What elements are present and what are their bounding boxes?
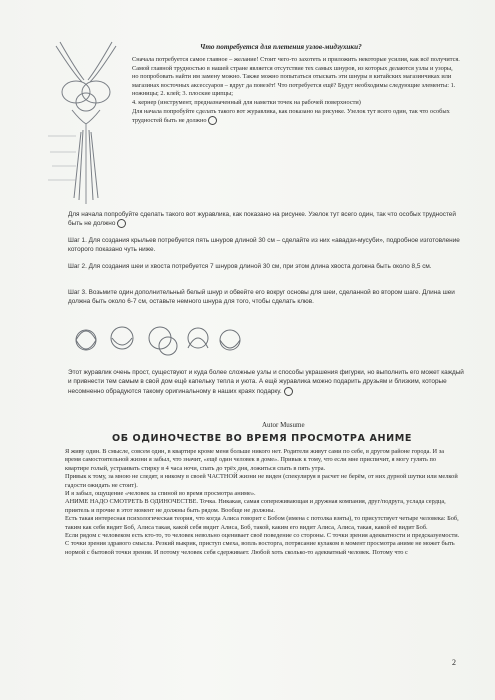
page-number: 2	[452, 658, 456, 667]
closing-paragraph: Этот журавлик очень прост, существуют и куда более сложные узлы и способы украшения фигурки, но выполнить его может каждый и привнести тем самым в свой дом ещё капельку тепла и уюта. А ещё журавлика можно подарить друзьям и близким, которые несомненно обрадуются такому оригинальному в наших краях подарку.	[68, 369, 464, 395]
intro-paragraph	[132, 108, 460, 126]
step-intro	[68, 210, 468, 229]
step-text: Шаг 3. Возьмите один дополнительный белый шнур и обвейте его вокруг основы для шеи, сделанной во втором шаге. Длина шеи должна быть около 6-7 см, оставьте немного шнура для того, чтобы сделать клюв.	[68, 289, 455, 306]
article-body	[65, 448, 461, 557]
closing-text	[68, 368, 468, 396]
step-1	[68, 236, 468, 255]
step-text: Шаг 1. Для создания крыльев потребуется пять шнуров длиной 30 см – сделайте из них «авадзи-мусуби», подробное изготовление которого показано чуть ниже.	[68, 237, 460, 254]
article-paragraph: Привык к тому, за мною не следят, я никому в своей ЧАСТНОЙ жизни не виден (спекулируя в расчет не берём, от них дурной шутки или мелкой гадости ожидать не стоит).	[65, 473, 458, 489]
step-text: Шаг 2. Для создания шеи и хвоста потребуется 7 шнуров длиной 30 см, при этом длина хвоста должна быть около 8,5 см.	[68, 263, 432, 270]
step-text: Для начала попробуйте сделать такого вот журавлика, как показано на рисунке. Узелок тут всего один, так что особых трудностей быть не должно	[68, 211, 456, 228]
intro-text	[132, 56, 460, 126]
author-signature: Autor Musume	[262, 421, 305, 429]
knot-illustration	[46, 40, 126, 208]
crane-knot-illustration	[70, 318, 245, 363]
article-paragraph: И я забыл, ощущение «человек за спиной во время просмотра аниме».	[65, 490, 256, 498]
step-3	[68, 288, 468, 307]
step-2	[68, 262, 468, 271]
intro-paragraph: 4. кернер (инструмент, предназначенный для наметки точек на рабочей поверхности)	[132, 98, 361, 106]
article-title: ОБ ОДИНОЧЕСТВЕ ВО ВРЕМЯ ПРОСМОТРА АНИМЕ	[111, 433, 413, 444]
article-paragraph: АНИМЕ НАДО СМОТРЕТЬ В ОДИНОЧЕСТВЕ. Точка. Никакая, самая сопереживающая и дружная компания, друг/подруга, услада сердца, приятель и прочие в этот момент не должны быть рядом. Вообще не должны.	[65, 498, 446, 514]
page-title: Что потребуется для плетения узлов-мидзухики?	[200, 43, 362, 51]
article-paragraph: Я живу один. В смысле, совсем один, в квартире кроме меня больше никого нет. Родители живут сами по себе, в другом районе города. И за время самостоятельной жизни я забыл, что значит, «ещё один человек в доме». Привык к тому, что если мне приспичит, я могу гулять по квартире голый, устраивать стирку в 4 часа ночи, спать до трёх дня, ложиться спать в пять утра.	[65, 448, 445, 472]
article-paragraph: Есть такая интересная психологическая теория, что когда Алиса говорит с Бобом (имена с потолка взяты), то присутствует четыре человека: Боб, таким как себя видит Боб, Алиса такая, какой себя видит Алиса, Боб, такой, каким его видит Алиса, Алиса, такая, какой её видит Боб.	[65, 515, 459, 531]
smiley-icon	[208, 116, 217, 125]
smiley-icon	[284, 387, 293, 396]
smiley-icon	[117, 219, 126, 228]
intro-sentence: Для начала попробуйте сделать такого вот журавлика, как показано на рисунке. Узелок тут всего один, так что особых трудностей быть не должно	[132, 107, 450, 125]
intro-paragraph: Сначала потребуется самое главное – желание! Стоит чего-то захотеть и приложить некоторые усилия, как всё получится. Самой главной трудностью в нашей стране является отсутствие тех самых шнуров, из которых делаются узлы и узоры, но попробовать найти им замену можно. Также можно попытаться отыскать эти шнуры в китайских магазинчиках или магазинах восточных аксессуаров – вдруг да повезёт! Что потребуется ещё? Будут необходимы следующие элементы: 1. ножницы; 2. клей; 3. плоские щипцы;	[132, 56, 460, 98]
article-paragraph: Если рядом с человеком есть кто-то, то человек невольно оценивает своё поведение со стороны. С точки зрения адекватности и предсказуемости. С точки зрения здравого смысла. Резкий выкрик, приступ смеха, вопль восторга, потрясание кулаком в момент просмотра аниме не может быть нормой с бытовой точки зрения. И потому человек себя сдерживает. Любой хоть сколько-то адекватный человек. Потому что с	[65, 532, 460, 556]
